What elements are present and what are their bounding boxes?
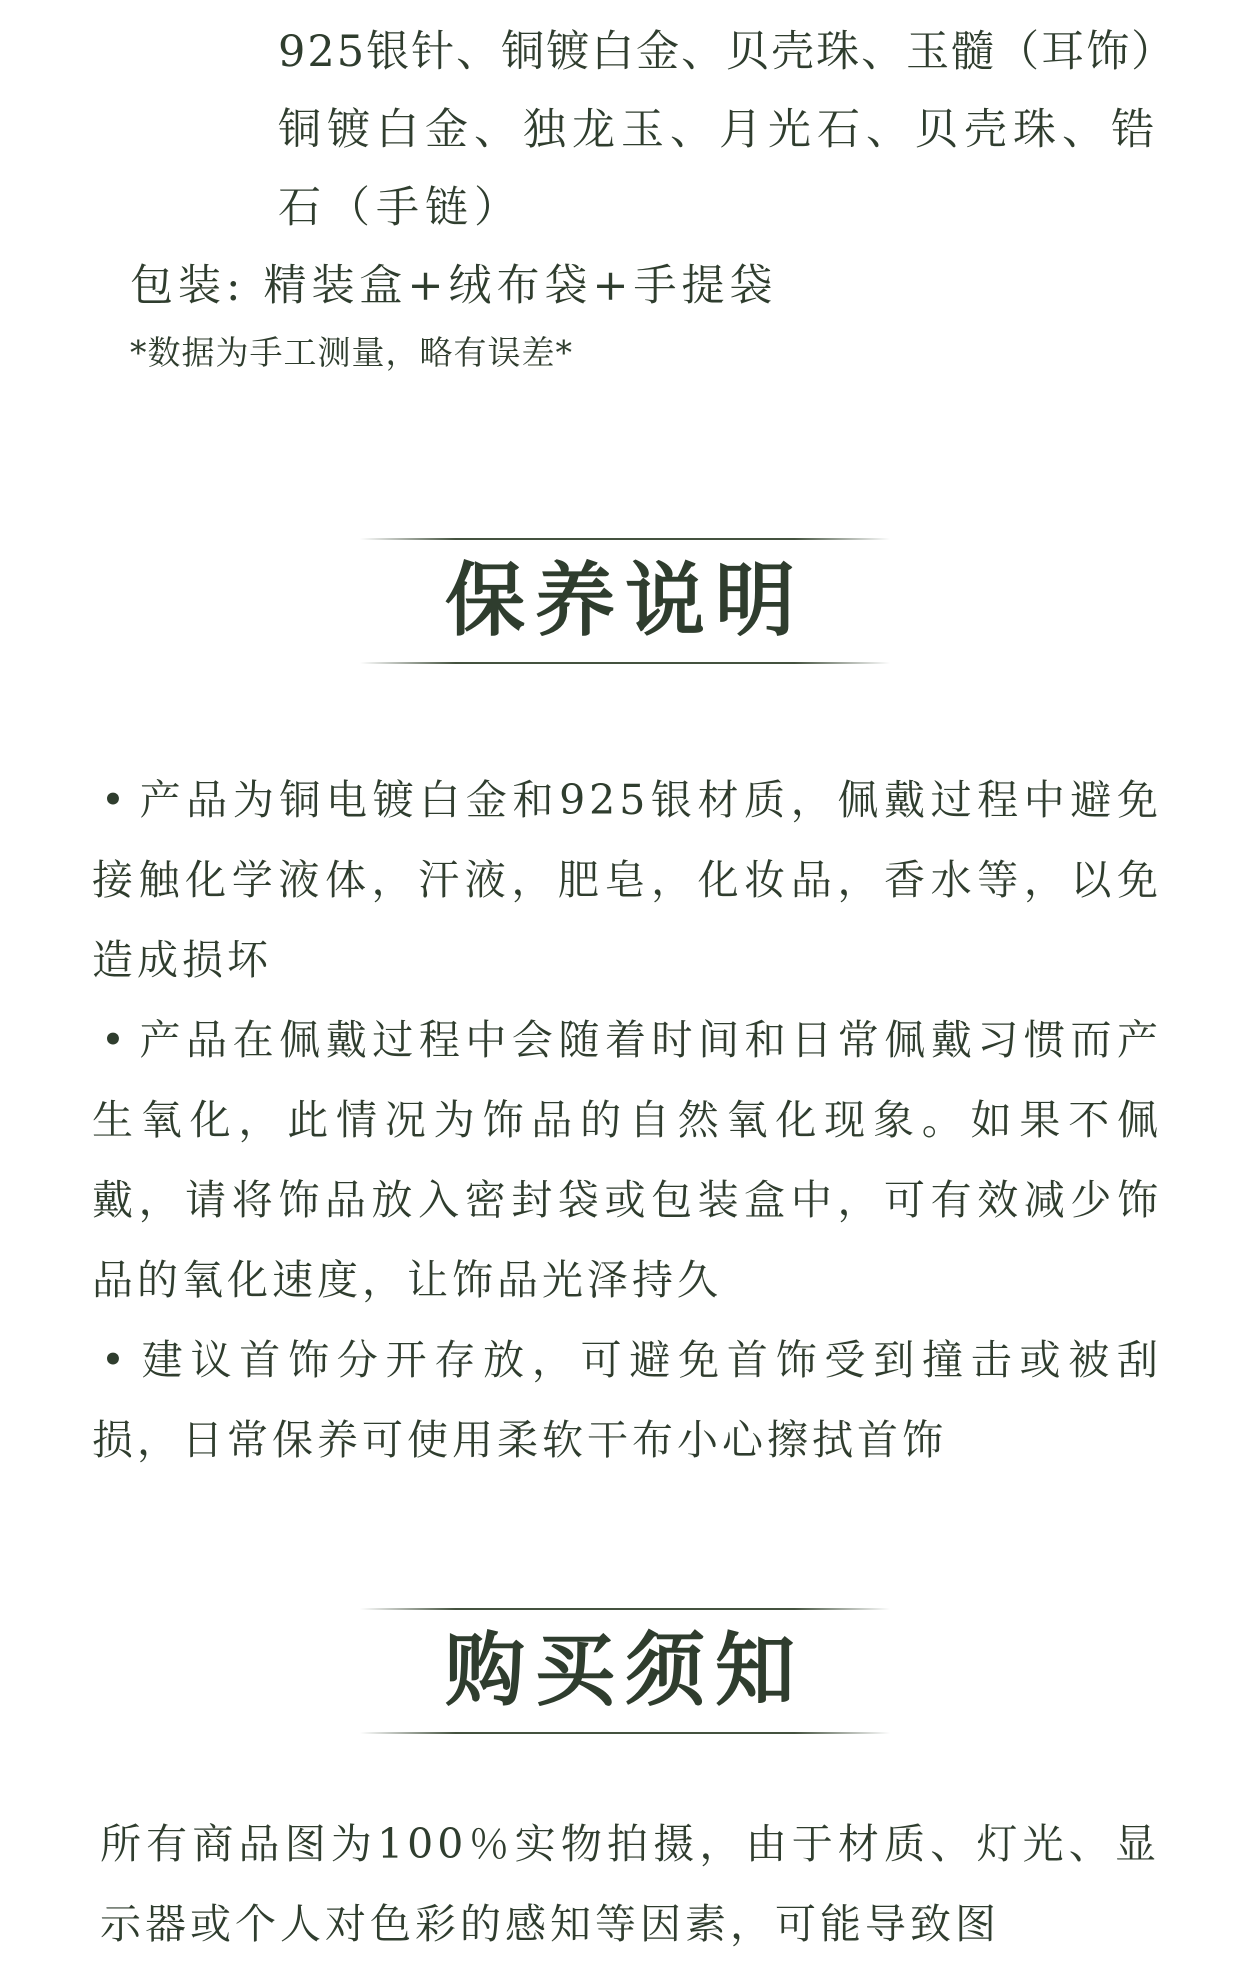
heading-rule-bottom [360,662,890,664]
purchase-section-heading [360,1608,890,1738]
heading-rule-top [360,538,890,540]
care-item [92,1320,1162,1480]
care-item-text: 建议首饰分开存放，可避免首饰受到撞击或被刮损，日常保养可使用柔软干布小心擦拭首饰 [92,1336,1162,1464]
material-line-1: 925银针、铜镀白金、贝壳珠、玉髓（耳饰） [278,27,1177,77]
measurement-note: *数据为手工测量，略有误差* [130,333,573,372]
care-section-heading [360,538,890,668]
care-item-text: 产品为铜电镀白金和925银材质，佩戴过程中避免接触化学液体，汗液，肥皂，化妆品，香水等，以免造成损坏 [92,776,1162,984]
material-line-3: 石（手链） [278,183,523,233]
purchase-notice-text: 所有商品图为100％实物拍摄，由于材质、灯光、显示器或个人对色彩的感知等因素，可能导致图 [100,1820,1160,1948]
bullet: • [100,776,130,824]
packaging-row [130,256,778,316]
care-title: 保养说明 [445,554,805,647]
bullet: • [100,1016,130,1064]
purchase-title: 购买须知 [445,1624,805,1717]
bullet: • [100,1336,130,1384]
packaging-value: 精装盒+绒布袋+手提袋 [263,261,778,311]
care-item-text: 产品在佩戴过程中会随着时间和日常佩戴习惯而产生氧化，此情况为饰品的自然氧化现象。如果不佩戴，请将饰品放入密封袋或包装盒中，可有效减少饰品的氧化速度，让饰品光泽持久 [92,1016,1162,1304]
material-line-2: 铜镀白金、独龙玉、月光石、贝壳珠、锆 [278,105,1160,155]
heading-rule-bottom [360,1732,890,1734]
heading-rule-top [360,1608,890,1610]
care-item [92,1000,1162,1320]
care-list [92,760,1162,1480]
packaging-label: 包装: [130,261,246,311]
care-item [92,760,1162,1000]
